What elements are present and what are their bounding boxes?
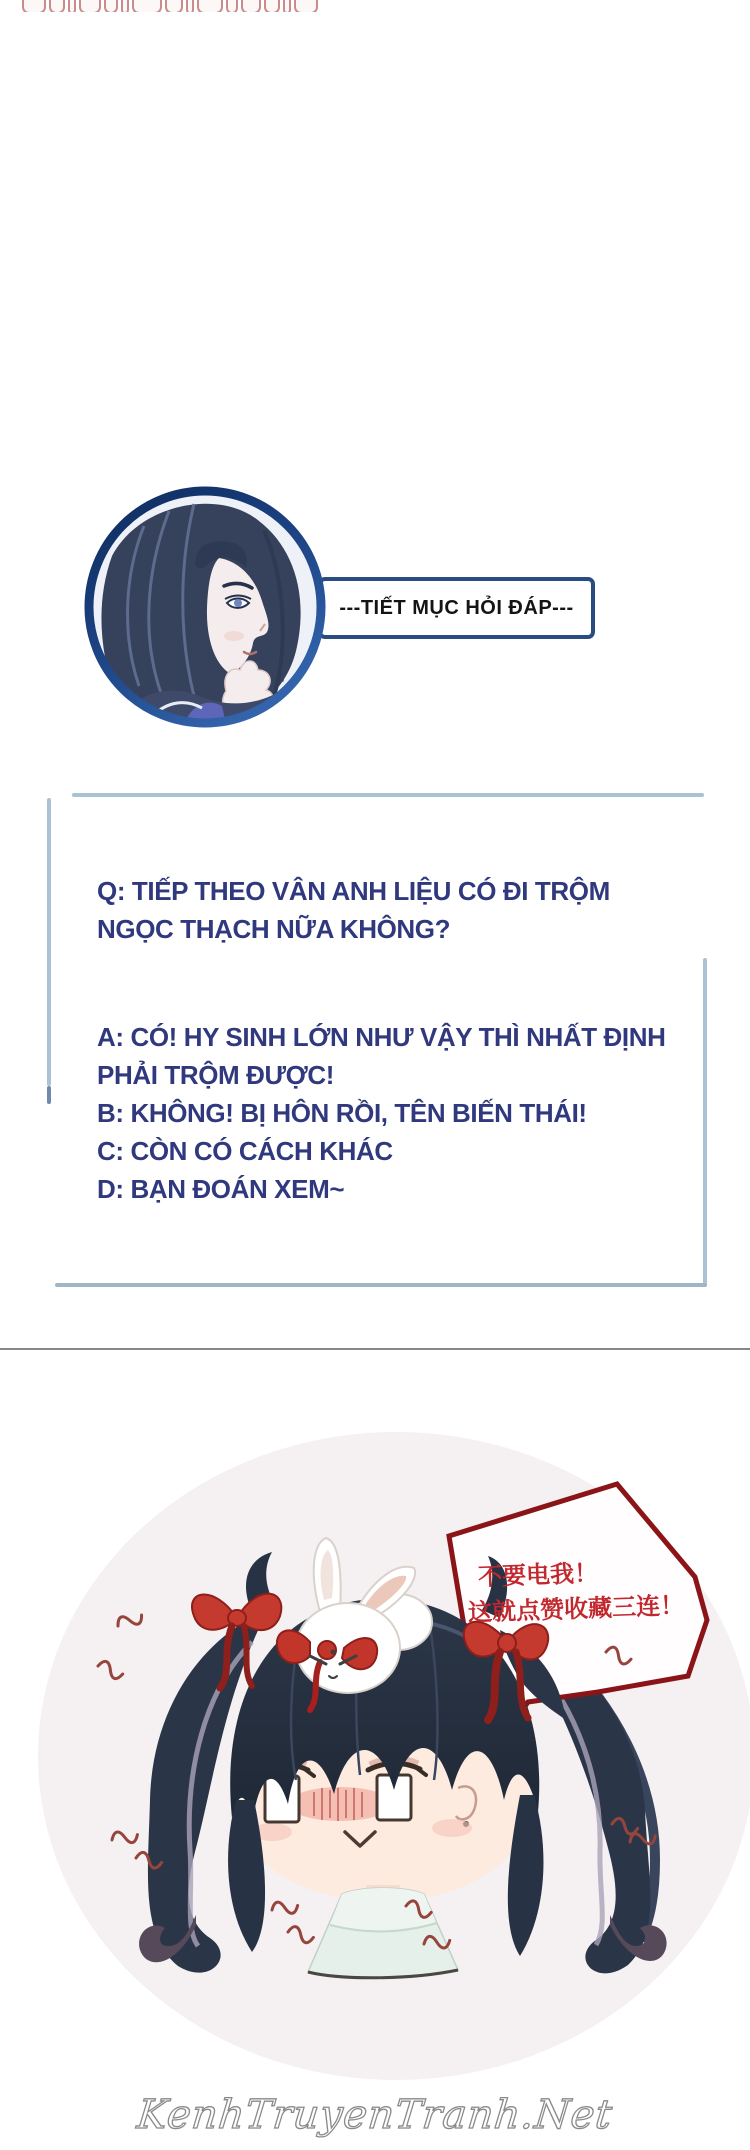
speech-bubble-line1: 不要电我！ xyxy=(477,1559,599,1592)
section-label-box xyxy=(318,577,595,639)
watermark-letter-fragment xyxy=(241,0,261,12)
qa-box-border-bottom xyxy=(55,1283,707,1287)
watermark-letter-fragment xyxy=(165,0,183,12)
answer-line-a: A: CÓ! HY SINH LỚN NHƯ VẬY THÌ NHẤT ĐỊNH xyxy=(97,1022,666,1052)
watermark-letter-fragment xyxy=(264,0,280,12)
watermark-letter-fragment xyxy=(121,0,129,12)
watermark-letter-fragment xyxy=(197,0,223,12)
watermark-letter-fragment xyxy=(283,0,291,12)
watermark-letter-fragment xyxy=(49,0,65,12)
qa-box-border-top xyxy=(72,793,704,797)
qa-box-border-left-tip xyxy=(47,1086,51,1104)
watermark-letter-fragment xyxy=(132,0,162,12)
qa-box-border-left xyxy=(47,798,51,1086)
blush-hatching xyxy=(314,1788,362,1821)
watermark-letter-fragment xyxy=(22,0,46,12)
answer-line-b: B: KHÔNG! BỊ HÔN RỒI, TÊN BIẾN THÁI! xyxy=(97,1098,587,1128)
speech-bubble-line2: 这就点赞收藏三连！ xyxy=(467,1592,685,1627)
qa-text-block xyxy=(97,872,717,1208)
avatar-illustration xyxy=(84,486,326,728)
watermark-letter-fragment xyxy=(104,0,118,12)
watermark-letter-fragment xyxy=(294,0,318,12)
watermark-letter-fragment xyxy=(68,0,76,12)
top-watermark-clipped-text xyxy=(22,0,358,12)
site-watermark: KenhTruyenTranh.Net xyxy=(134,2092,616,2138)
dress xyxy=(308,1885,458,1978)
question-line: Q: TIẾP THEO VÂN ANH LIỆU CÓ ĐI TRỘM xyxy=(97,876,610,906)
watermark-letter-fragment xyxy=(226,0,238,12)
answer-line-d: D: BẠN ĐOÁN XEM~ xyxy=(97,1174,345,1204)
watermark-letter-fragment xyxy=(79,0,101,12)
answer-line-a2: PHẢI TRỘM ĐƯỢC! xyxy=(97,1060,335,1090)
answer-line-c: C: CÒN CÓ CÁCH KHÁC xyxy=(97,1136,393,1166)
chibi-illustration xyxy=(0,1380,750,2100)
section-divider xyxy=(0,1348,750,1350)
question-line: NGỌC THẠCH NỮA KHÔNG? xyxy=(97,914,451,944)
avatar xyxy=(84,486,326,728)
watermark-letter-fragment xyxy=(186,0,194,12)
section-label: ---TIẾT MỤC HỎI ĐÁP--- xyxy=(339,596,574,619)
